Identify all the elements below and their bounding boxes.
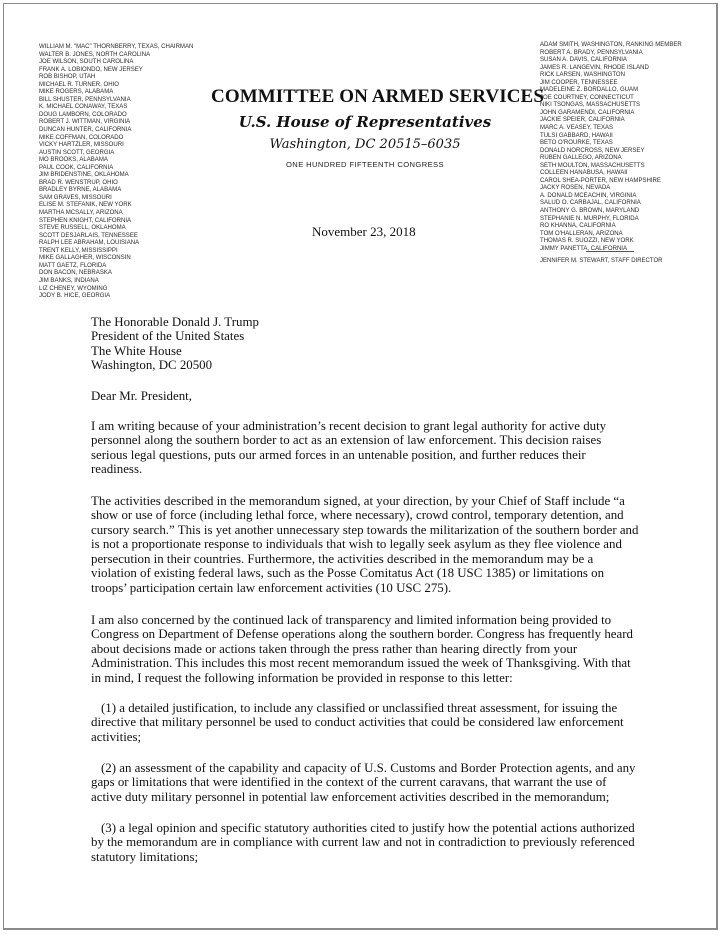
request-line: activities; [91,729,142,744]
request-line: (1) a detailed justification, to include any classified or unclassified threat assessment, for issuing the [101,701,618,715]
member-name: K. MICHAEL CONAWAY, TEXAS [39,104,128,111]
member-name: A. DONALD MCEACHIN, VIRGINIA [540,192,637,199]
request-item [91,821,651,864]
member-name: WILLIAM M. "MAC" THORNBERRY, TEXAS, CHAIRMAN [39,44,194,50]
request-line: active duty military personnel in potential law enforcement activities described in the memorandum; [91,789,610,804]
member-name: CAROL SHEA-PORTER, NEW HAMPSHIRE [540,177,661,184]
request-item [91,701,651,744]
member-name: ELISE M. STEFANIK, NEW YORK [39,202,132,209]
body-paragraph [91,494,651,595]
letter-date: November 23, 2018 [312,224,416,239]
member-name: BETO O'ROURKE, TEXAS [540,140,613,147]
member-name: ANTHONY G. BROWN, MARYLAND [540,208,640,215]
member-name: RO KHANNA, CALIFORNIA [540,223,616,230]
request-line: directive that military personnel be used to conduct activities that could be considered law enforcement [91,715,624,730]
member-name: PAUL COOK, CALIFORNIA [39,164,114,171]
member-name: LIZ CHENEY, WYOMING [39,285,108,292]
request-line: (2) an assessment of the capability and capacity of U.S. Customs and Border Protection agents, and any [101,761,636,775]
member-name: JIM BANKS, INDIANA [39,277,99,284]
member-name: JIMMY PANETTA, CALIFORNIA [540,245,628,252]
paragraph-line: Congress on Department of Defense operations along the southern border. Congress has frequently heard [91,627,633,642]
staff-director: JENNIFER M. STEWART, STAFF DIRECTOR [540,258,663,264]
paragraph-line: I am writing because of your administration’s recent decision to grant legal authority for active duty [91,419,607,433]
member-name: DUNCAN HUNTER, CALIFORNIA [39,127,132,134]
recipient-address-block [91,315,651,373]
member-name: MARTHA MCSALLY, ARIZONA [39,210,123,217]
member-name: MICHAEL R. TURNER, OHIO [39,81,119,88]
member-name: JAMES R. LANGEVIN, RHODE ISLAND [540,64,649,71]
member-name: MIKE ROGERS, ALABAMA [39,89,114,96]
recipient-line: The Honorable Donald J. Trump [91,315,259,329]
body-paragraph [91,419,651,477]
member-name: MIKE COFFMAN, COLORADO [39,134,124,141]
member-name: JOE WILSON, SOUTH CAROLINA [39,59,134,66]
salutation [91,389,651,403]
staff-divider [586,251,634,252]
recipient-line: President of the United States [91,329,245,344]
member-name: STEVE RUSSELL, OKLAHOMA [39,225,126,232]
body-paragraph [91,613,651,685]
paragraph-line: persecution in their countries. Furthermore, the activities described in the memorandum may be a [91,551,594,566]
paragraph-line: show or use of force (including lethal force, where necessary), crowd control, temporary detention, and [91,508,624,523]
member-name: BILL SHUSTER, PENNSYLVANIA [39,96,131,103]
member-name: SALUD O. CARBAJAL, CALIFORNIA [540,200,641,207]
committee-address: Washington, DC 20515–6035 [269,137,461,152]
committee-title: COMMITTEE ON ARMED SERVICES [211,86,544,107]
member-name: DOUG LAMBORN, COLORADO [39,111,127,118]
member-name: FRANK A. LOBIONDO, NEW JERSEY [39,66,143,73]
paragraph-line: cursory search.” This is yet another unnecessary step towards the militarization of the southern border and [91,522,639,537]
paragraph-line: troops’ participation certain law enforcement activities (10 USC 275). [91,580,452,595]
recipient-line: The White House [91,343,182,358]
letter-page [3,3,718,930]
house-name: U.S. House of Representatives [238,113,492,131]
member-name: JIM BRIDENSTINE, OKLAHOMA [39,172,129,179]
member-name: WALTER B. JONES, NORTH CAROLINA [39,51,151,58]
member-name: JOE COURTNEY, CONNECTICUT [540,94,634,101]
member-name: MO BROOKS, ALABAMA [39,157,108,164]
member-name: TULSI GABBARD, HAWAII [540,132,613,139]
paragraph-line: about decisions made or actions taken through the press rather than hearing directly from your [91,641,578,656]
recipient-line: Washington, DC 20500 [91,358,213,373]
member-name: VICKY HARTZLER, MISSOURI [39,142,124,149]
request-line: by the memorandum are in compliance with current law and not in contradiction to previously referenced [91,835,635,850]
majority-member-roster [39,44,193,301]
paragraph-line: The activities described in the memorandum signed, at your direction, by your Chief of Staff include “a [91,494,625,508]
request-line: statutory limitations; [91,849,199,864]
member-name: JOHN GARAMENDI, CALIFORNIA [540,109,635,116]
paragraph-line: violation of existing federal laws, such as the Posse Comitatus Act (18 USC 1385) or limitations on [91,566,605,581]
member-name: ADAM SMITH, WASHINGTON, RANKING MEMBER [540,42,682,48]
member-name: TRENT KELLY, MISSISSIPPI [39,247,118,254]
member-name: SUSAN A. DAVIS, CALIFORNIA [540,57,627,64]
request-line: (3) a legal opinion and specific statutory authorities cited to justify how the potential actions authorized [101,821,635,835]
salutation-text: Dear Mr. President, [91,389,192,403]
member-name: ROBERT A. BRADY, PENNSYLVANIA [540,49,643,56]
member-name: DONALD NORCROSS, NEW JERSEY [540,147,645,154]
member-name: JACKIE SPEIER, CALIFORNIA [540,117,625,124]
member-name: MADELEINE Z. BORDALLO, GUAM [540,87,639,94]
member-name: BRADLEY BYRNE, ALABAMA [39,187,122,194]
member-name: RICK LARSEN, WASHINGTON [540,72,626,79]
member-name: JIM COOPER, TENNESSEE [540,79,618,86]
member-name: ROB BISHOP, UTAH [39,74,96,81]
paragraph-line: in mind, I request the following information be provided in response to this letter: [91,670,513,685]
paragraph-line: personnel along the southern border to act as an extension of law enforcement. This decision raises [91,433,602,448]
paragraph-line: I am also concerned by the continued lack of transparency and limited information being provided to [91,613,612,627]
member-name: STEPHANIE N. MURPHY, FLORIDA [540,215,639,222]
paragraph-line: serious legal questions, puts our armed forces in an untenable position, and further reduces their [91,447,586,462]
member-name: STEPHEN KNIGHT, CALIFORNIA [39,217,132,224]
congress-line: ONE HUNDRED FIFTEENTH CONGRESS [286,160,444,169]
member-name: RUBEN GALLEGO, ARIZONA [540,155,622,162]
member-name: JACKY ROSEN, NEVADA [540,185,611,192]
minority-member-roster [540,42,682,253]
member-name: SCOTT DESJARLAIS, TENNESSEE [39,232,138,239]
member-name: SAM GRAVES, MISSOURI [39,194,112,201]
member-name: COLLEEN HANABUSA, HAWAII [540,170,628,177]
member-name: AUSTIN SCOTT, GEORGIA [39,149,115,156]
paragraph-line: readiness. [91,462,143,477]
member-name: THOMAS R. SUOZZI, NEW YORK [540,238,634,245]
request-line: gaps or limitations that were identified in the context of the current caravans, that warrant the use of [91,775,607,790]
member-name: MIKE GALLAGHER, WISCONSIN [39,255,131,262]
member-name: NIKI TSONGAS, MASSACHUSETTS [540,102,641,109]
member-name: ROBERT J. WITTMAN, VIRGINIA [39,119,131,126]
member-name: JODY B. HICE, GEORGIA [39,293,111,300]
request-item [91,761,651,804]
member-name: TOM O'HALLERAN, ARIZONA [540,230,623,237]
member-name: SETH MOULTON, MASSACHUSETTS [540,162,645,169]
member-name: BRAD R. WENSTRUP, OHIO [39,179,118,186]
paragraph-line: is not a proportionate response to individuals that wish to legally seek asylum as they flee violence and [91,537,622,552]
member-name: DON BACON, NEBRASKA [39,270,112,277]
member-name: RALPH LEE ABRAHAM, LOUISIANA [39,240,140,247]
member-name: MATT GAETZ, FLORIDA [39,262,107,269]
paragraph-line: Administration. This includes this most recent memorandum issued the week of Thanksgiving. With that [91,656,631,671]
member-name: MARC A. VEASEY, TEXAS [540,125,614,132]
